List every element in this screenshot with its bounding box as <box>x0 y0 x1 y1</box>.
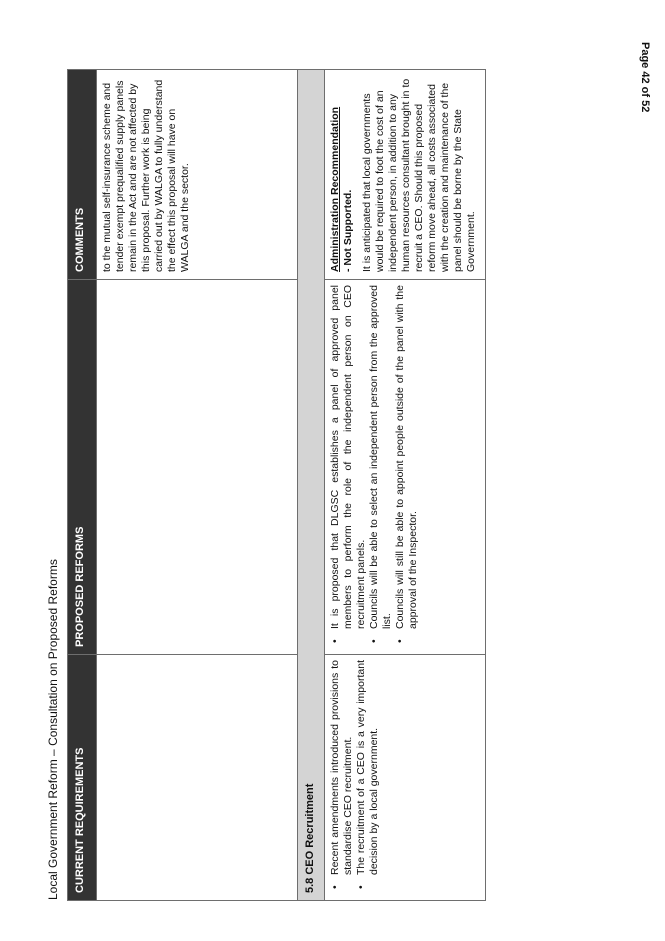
table-row <box>97 70 298 901</box>
list-item: • The recruitment of a CEO is a very important decision by a local government. <box>355 660 381 875</box>
recommendation-value: - Not Supported. <box>342 189 354 272</box>
section-row <box>298 70 325 901</box>
proposed-reforms-list <box>329 285 420 647</box>
column-header-current: CURRENT REQUIREMENTS <box>68 655 97 901</box>
current-cell <box>97 655 298 901</box>
page-number: Page 42 of 52 <box>639 42 651 113</box>
column-header-comments: COMMENTS <box>68 70 97 280</box>
table-header-row <box>68 70 97 901</box>
running-header: Local Government Reform – Consultation on Proposed Reforms <box>46 559 60 900</box>
column-header-proposed: PROPOSED REFORMS <box>68 280 97 655</box>
current-requirements-list <box>329 660 381 893</box>
comments-text: It is anticipated that local governments would be required to foot the cost of an independent person, in addition to any human resources consultant brought in to recruit a CEO. Should this proposed reform move ahead, all costs associated with the creation and maintenance of the panel should be borne by the State Government. <box>361 78 477 272</box>
current-cell <box>325 655 486 901</box>
recommendation-heading: Administration Recommendation <box>329 106 341 272</box>
comments-cell <box>325 70 486 280</box>
proposed-cell <box>325 280 486 655</box>
list-item: • Recent amendments introduced provisions to standardise CEO recruitment. <box>329 660 355 875</box>
comments-cell <box>97 70 298 280</box>
list-item: • It is proposed that DLGSC establishes a panel of approved panel members to perform the role of the independent person on CEO recruitment panels. <box>329 285 368 629</box>
list-item: • Councils will still be able to appoint people outside of the panel with the approval of the Inspector. <box>394 285 420 629</box>
list-item: • Councils will be able to select an independent person from the approved list. <box>368 285 394 629</box>
section-heading: 5.8 CEO Recruitment <box>298 70 325 901</box>
proposed-cell <box>97 280 298 655</box>
table-row <box>325 70 486 901</box>
comments-text: to the mutual self-insurance scheme and tender exempt prequalified supply panels remain in the Act and are not affected by this proposal. Further work is being carried out by WALGA to fully understand the effect this proposal will have on WALGA and the sector. <box>101 79 191 272</box>
reforms-table <box>67 70 487 901</box>
